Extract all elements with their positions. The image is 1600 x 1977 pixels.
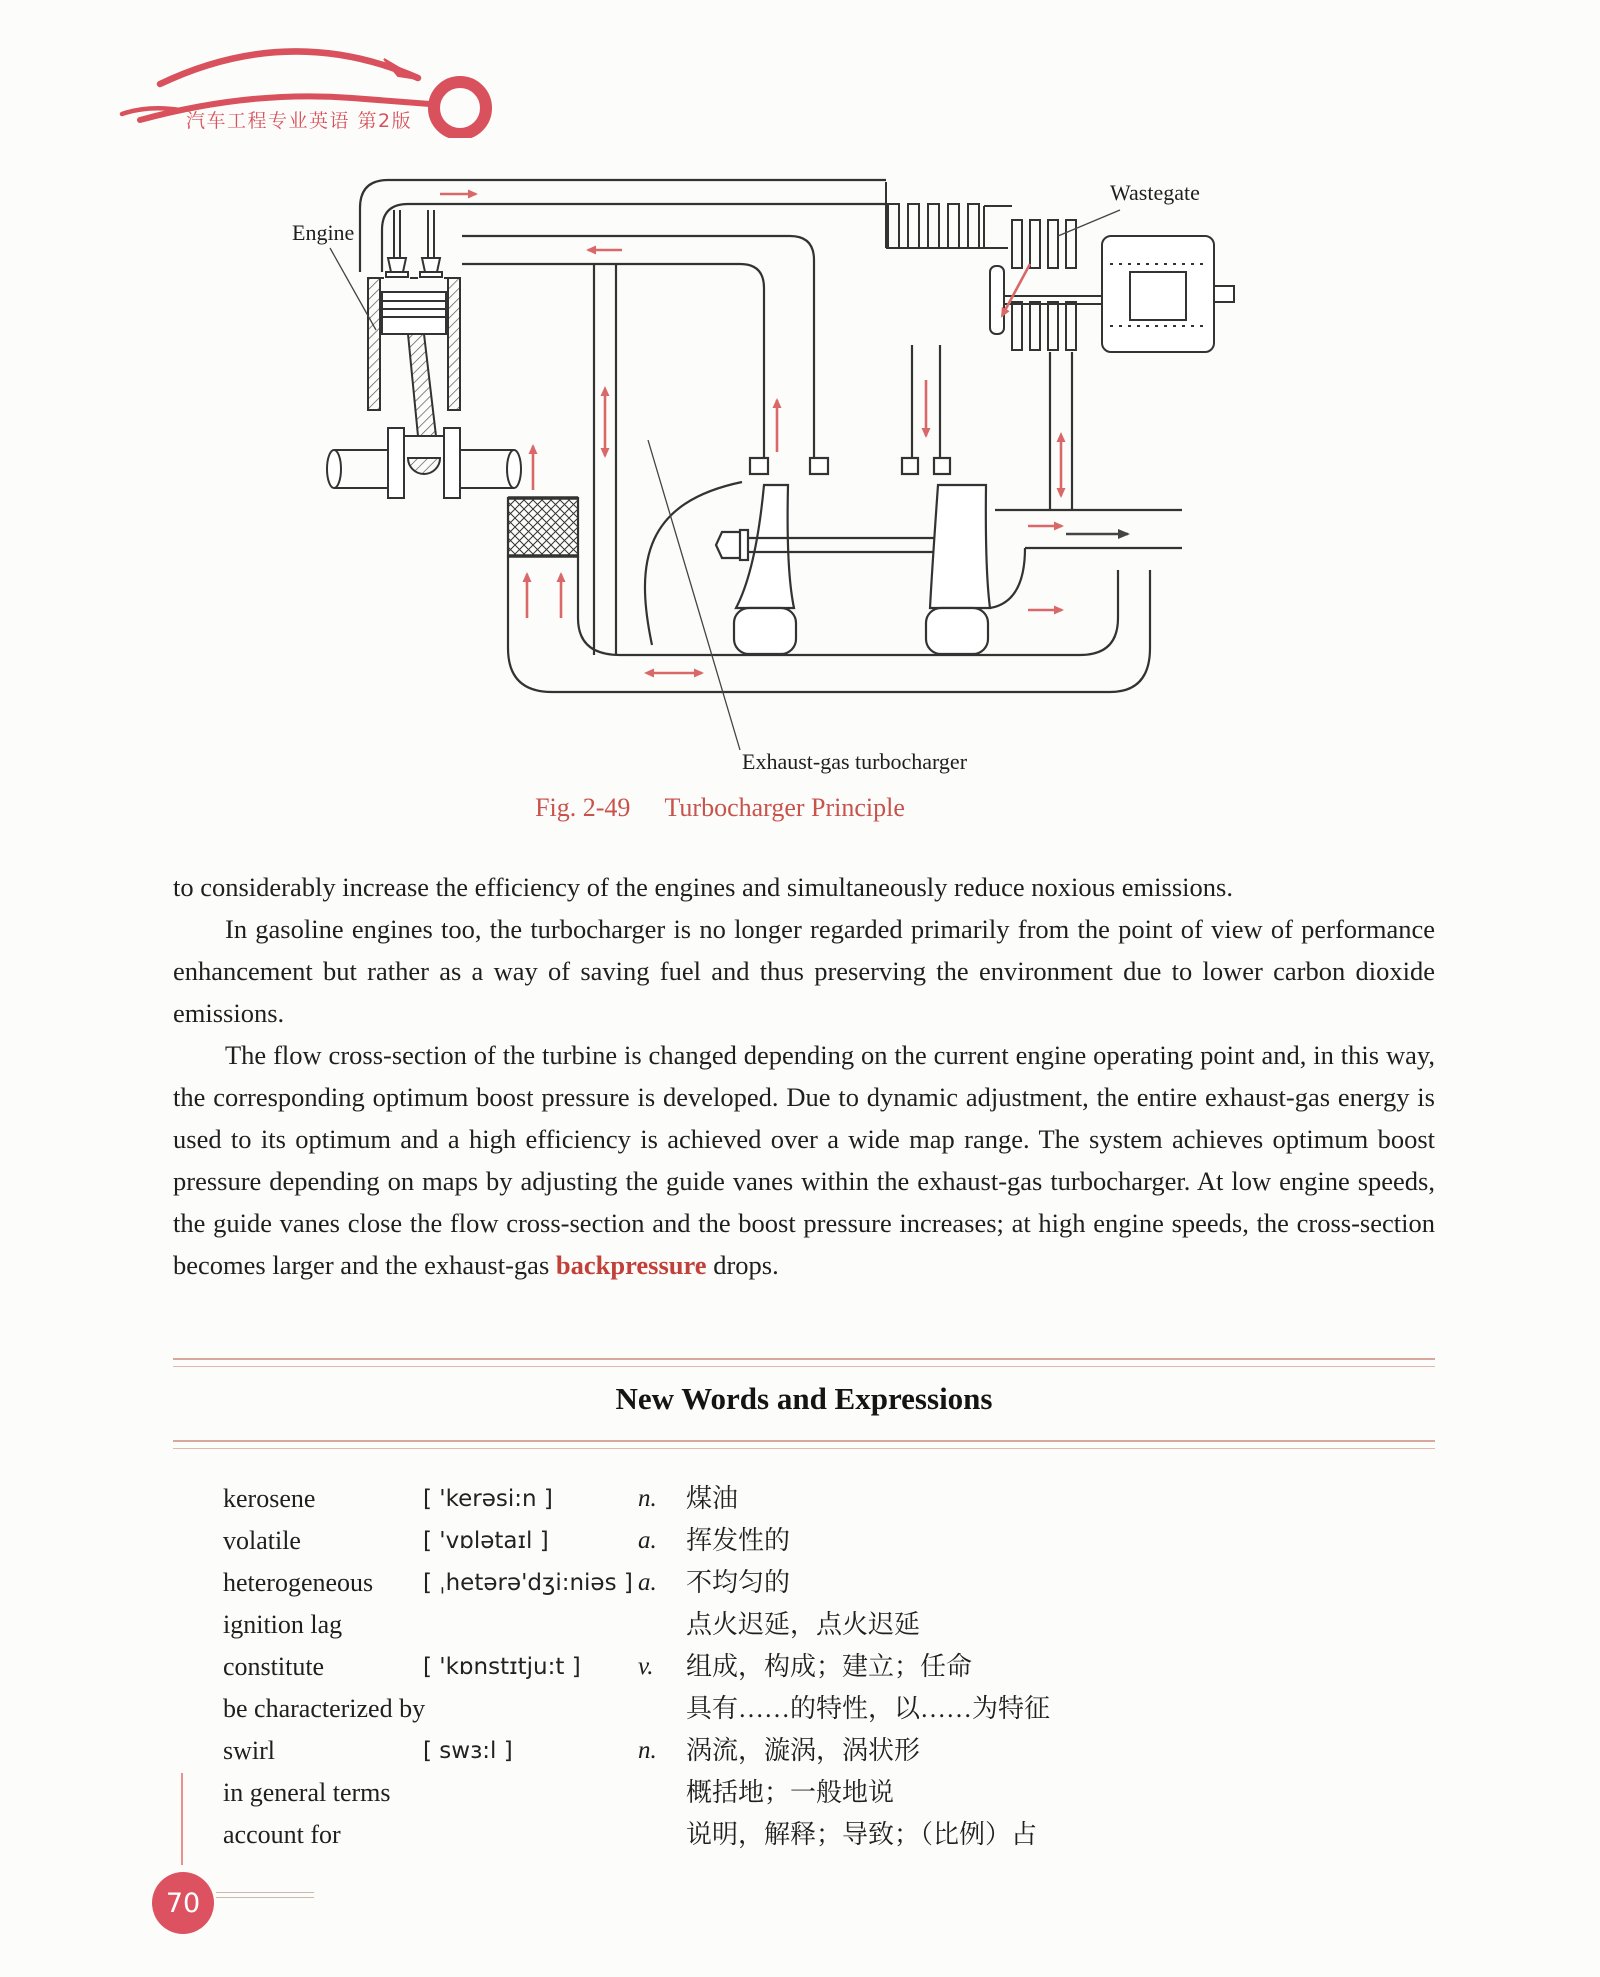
vocab-row [223,1730,1483,1772]
figure-caption [0,793,1440,823]
vocab-pos: a. [638,1527,657,1554]
vocab-word: be characterized by [223,1694,426,1723]
vocab-row [223,1688,1483,1730]
vocab-row [223,1604,1483,1646]
vocab-meaning: 不均匀的 [686,1568,791,1597]
vocab-pos: n. [638,1737,657,1764]
paragraph-1: to considerably increase the efficiency of the engines and simultaneously reduce noxious emissions. [173,872,1233,902]
backpressure-highlight: backpressure [555,1250,707,1280]
wastegate-label: Wastegate [1110,180,1200,205]
vocab-word: account for [223,1820,341,1849]
vocab-row [223,1562,1483,1604]
paragraph-3-end: drops. [706,1250,779,1280]
brand-logo [100,8,500,138]
vocab-word: ignition lag [223,1610,343,1639]
footer-rule [216,1897,314,1898]
paragraph-2: In gasoline engines too, the turbocharger is no longer regarded primarily from the point of view of performance enhancement but rather as a way of saving fuel and thus preserving the environment due to lower carbon dioxide emissions. [173,914,1435,1028]
vocab-phonetic: [ 'vɒlətaɪl ] [423,1528,549,1554]
vocab-word: swirl [223,1736,275,1765]
vocab-section-heading: New Words and Expressions [615,1381,993,1416]
vocab-phonetic [486,1688,638,1730]
vocab-list [223,1478,1483,1856]
body-text [173,866,1435,1286]
vocab-meaning: 具有……的特性，以……为特征 [686,1694,1051,1723]
figure-title: Turbocharger Principle [664,793,905,822]
vocab-word: constitute [223,1652,325,1681]
footer-rule [216,1892,314,1893]
vocab-word: in general terms [223,1778,391,1807]
turbocharger-core [508,482,990,654]
vocab-meaning: 概括地；一般地说 [686,1778,895,1807]
vocab-word: kerosene [223,1484,316,1513]
vocab-pos: v. [638,1653,654,1680]
vocab-meaning: 挥发性的 [686,1526,791,1555]
engine-schematic [327,210,521,498]
header-series-title: 汽车工程专业英语 第2版 [186,110,413,132]
vocab-meaning: 说明，解释；导致；（比例）占 [686,1820,1038,1849]
vocab-row [223,1814,1483,1856]
vocab-phonetic: [ 'kɒnstɪtju:t ] [423,1654,581,1680]
vocab-phonetic: [ swɜ:l ] [423,1738,513,1764]
paragraph-3 [173,1034,1435,1286]
paragraph-3-text: The flow cross-section of the turbine is changed depending on the current engine operating point and, in this way, the corresponding optimum boost pressure is developed. Due to dynamic adjustment, the entire exhaust-gas energy is used to its optimum and a high efficiency is achieved over a wide map range. The system achieves optimum boost pressure depending on maps by adjusting the guide vanes within the exhaust-gas turbocharger. At low engine speeds, the guide vanes close the flow cross-section and the boost pressure increases; at high engine speeds, the cross-section becomes larger and the exhaust-gas [173,1040,1435,1280]
wheel-icon [434,82,486,134]
wastegate-assembly [886,182,1234,352]
separator-line [173,1440,1435,1442]
page-number: 70 [165,1887,201,1919]
vocab-pos [638,1814,686,1856]
vocab-pos [638,1604,686,1646]
vocab-row [223,1478,1483,1520]
separator-line [173,1358,1435,1360]
vocab-row [223,1520,1483,1562]
vocab-row [223,1646,1483,1688]
vocab-word: heterogeneous [223,1568,374,1597]
vocab-phonetic: [ 'kerəsi:n ] [423,1486,553,1512]
vocab-pos [638,1772,686,1814]
figure-number: Fig. 2-49 [535,793,631,822]
vocab-phonetic: [ ˌhetərə'dʒi:niəs ] [423,1570,633,1596]
turbocharger-diagram [290,140,1240,780]
vocab-pos: a. [638,1569,657,1596]
vocab-word: volatile [223,1526,301,1555]
vocab-row [223,1772,1483,1814]
vocab-meaning: 点火迟延，点火迟延 [686,1610,921,1639]
page-number-badge [152,1872,214,1934]
vocab-pos: n. [638,1485,657,1512]
separator-line [173,1448,1435,1449]
engine-label: Engine [292,220,355,245]
vocab-phonetic [423,1604,638,1646]
turbocharger-label: Exhaust-gas turbocharger [742,749,968,774]
vocab-meaning: 组成，构成；建立；任命 [686,1652,973,1681]
separator-line [173,1366,1435,1367]
vocab-pos [638,1688,686,1730]
footer-accent-line [181,1773,183,1865]
vocab-phonetic [423,1772,638,1814]
vocab-meaning: 煤油 [686,1484,739,1513]
vocab-phonetic [423,1814,638,1856]
vocab-meaning: 涡流，漩涡，涡状形 [686,1736,921,1765]
